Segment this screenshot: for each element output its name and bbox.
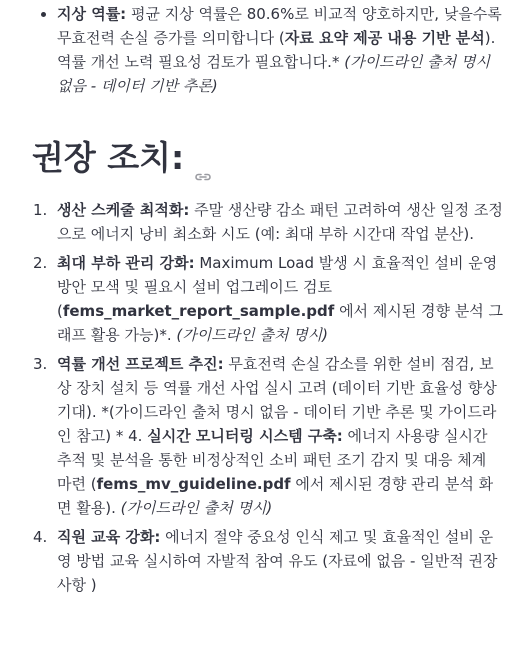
item-number: 2. [33,253,48,272]
item-italic-note: (가이드라인 출처 명시) [171,325,329,344]
item-text: 에너지 절약 중요성 인식 제고 및 효율적인 설비 운영 방법 교육 실시하여 자발적 참여 유도 (자료에 없음 - 일반적 권장 사항 ) [57,527,498,594]
item-label-2: 실시간 모니터링 시스템 구축: [147,426,343,445]
bullet-text-2: ). 역률 개선 노력 필요성 검토가 필요합니다. [57,29,496,71]
item-text: 주말 생산량 감소 패턴 고려하여 생산 일정 조정으로 에너지 낭비 최소화 시도 (예: 최대 부하 시간대 작업 분산). [57,200,503,243]
action-item-4 [33,525,505,597]
summary-bullets [32,2,505,98]
item-text-2: 에서 제시된 경향 분석 그래프 활용 가능)*. [57,301,504,344]
bullet-bold-text: 자료 요약 제공 내용 기반 분석 [284,29,485,47]
item-number: 1. [33,200,48,219]
action-item-2 [33,251,505,347]
file-reference: fems_mv_guideline.pdf [96,474,291,493]
link-icon[interactable] [194,152,212,164]
action-item-3 [33,352,505,520]
item-text: 무효전력 손실 감소를 위한 설비 점검, 보상 장치 설치 등 역률 개선 사업 실시 고려 (데이터 기반 효율성 향상 기대). *(가이드라인 출처 명시 없음 - 데이터 기반 추론 및 가이드라인 참고) * 4. [57,354,497,445]
action-list [32,198,505,597]
bullet-power-factor [57,2,505,98]
item-number: 3. [33,354,48,373]
item-text-2: 에너지 사용량 실시간 추적 및 분석을 통한 비정상적인 소비 패턴 조기 감지 및 대응 체계 마련 ( [57,426,488,493]
item-text: Maximum Load 발생 시 효율적인 설비 운영 방안 모색 및 필요시 설비 업그레이드 검토 ( [57,253,498,320]
item-number: 4. [33,527,48,546]
item-italic-note: (가이드라인 출처 명시) [115,498,273,517]
item-label: 생산 스케줄 최적화: [57,200,190,219]
section-heading [32,138,505,178]
file-reference: fems_market_report_sample.pdf [62,301,335,320]
item-label: 최대 부하 관리 강화: [57,253,195,272]
bullet-label: 지상 역률: [57,5,127,23]
action-item-1 [33,198,505,246]
section-title: 권장 조치: [32,138,185,177]
item-label: 직원 교육 강화: [57,527,161,546]
item-text-3: 에서 제시된 경향 관리 분석 화면 활용). [57,474,494,517]
bullet-italic-note: * (가이드라인 출처 명시 없음 - 데이터 기반 추론) [57,53,491,95]
bullet-text: 평균 지상 역률은 80.6%로 비교적 양호하지만, 낮을수록 무효전력 손실 증가를 의미합니다 ( [57,5,502,47]
item-label: 역률 개선 프로젝트 추진: [57,354,224,373]
